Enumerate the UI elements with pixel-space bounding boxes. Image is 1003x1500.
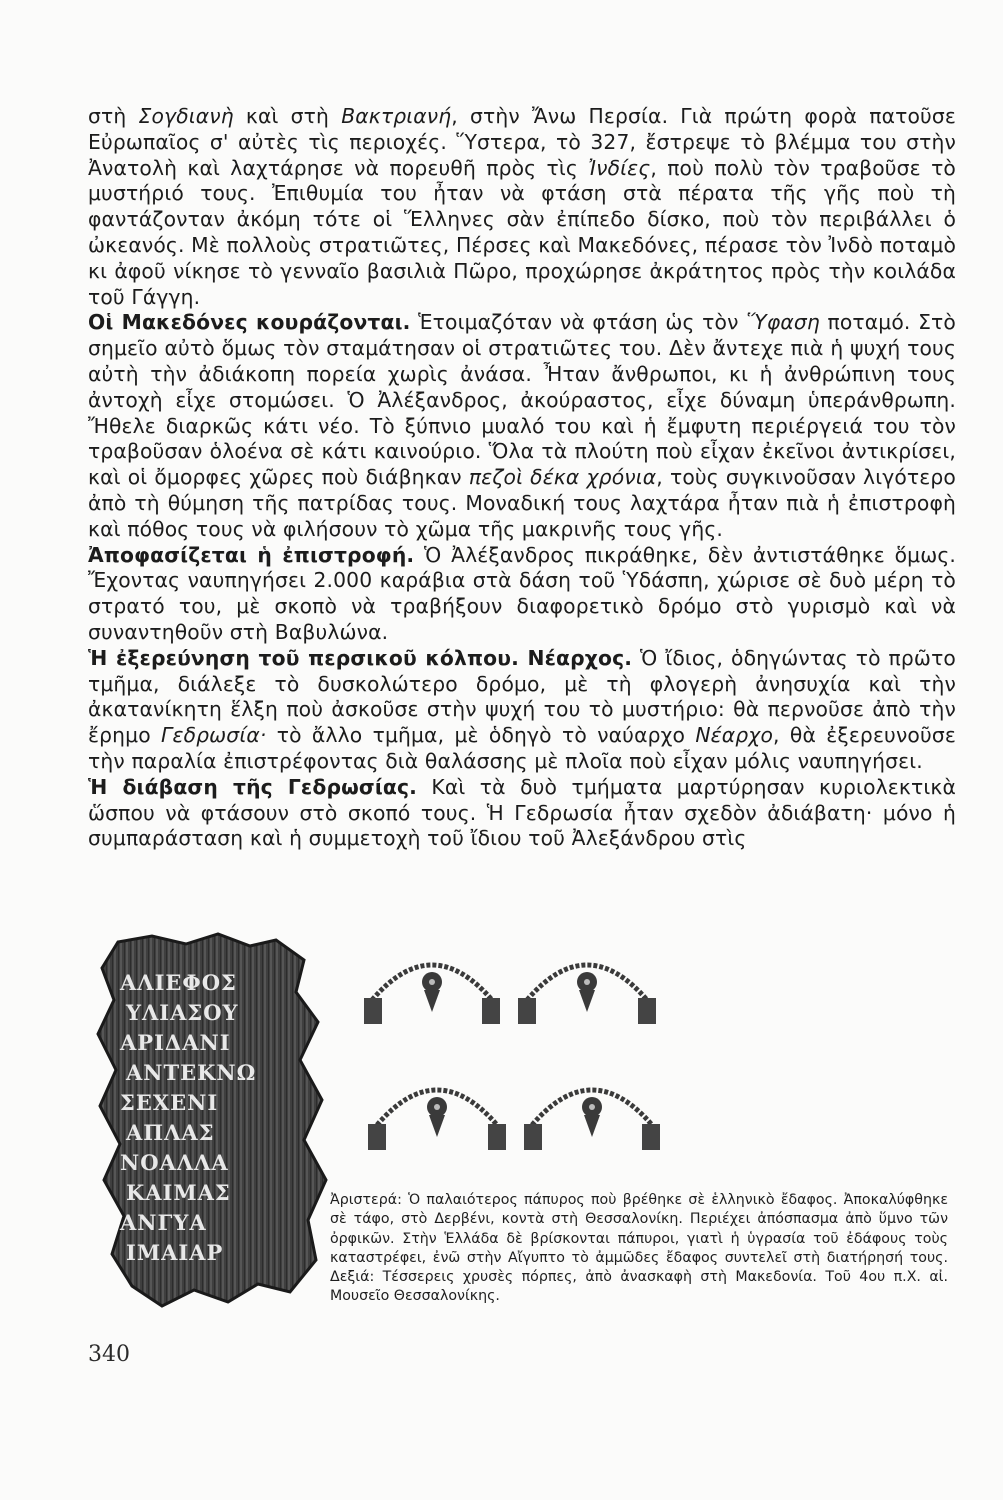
brooches-photo bbox=[352, 940, 672, 1190]
section-heading: Ἡ διάβαση τῆς Γεδρωσίας. bbox=[88, 774, 418, 799]
section-heading: Ἀποφασίζεται ἡ ἐπιστροφή. bbox=[88, 542, 415, 567]
paragraph: Ἡ διάβαση τῆς Γεδρωσίας. Καὶ τὰ δυὸ τμήματα μαρτύρησαν κυριολεκτικὰ ὥσπου νὰ φτάσουν στὸ σκοπό τους. Ἡ Γεδρωσία ἦταν σχεδὸν ἀδιάβατη· μόνο ἡ συμπαράσταση καὶ ἡ συμμετοχὴ τοῦ ἴδιου τοῦ Ἀλεξάνδρου στὶς bbox=[88, 774, 956, 851]
paragraph: Ἡ ἐξερεύνηση τοῦ περσικοῦ κόλπου. Νέαρχος. Ὁ ἴδιος, ὁδηγώντας τὸ πρῶτο τμῆμα, διάλεξε τὸ δυσκολώτερο δρόμο, μὲ τὴ φλογερὴ ἀνησυχία καὶ τὴν ἀκατανίκητη ἕλξη ποὺ ἀσκοῦσε στὴν ψυχή του τὸ μυστήριο: θὰ περνοῦσε ἀπὸ τὴν ἔρημο Γεδρωσία· τὸ ἄλλο τμῆμα, μὲ ὁδηγὸ τὸ ναύαρχο Νέαρχο, θὰ ἐξερευνοῦσε τὴν παραλία ἐπιστρέφοντας διὰ θαλάσσης μὲ πλοῖα ποὺ εἶχαν μόλις ναυπηγήσει. bbox=[88, 645, 956, 773]
paragraph: στὴ Σογδιανὴ καὶ στὴ Βακτριανή, στὴν Ἄνω Περσία. Γιὰ πρώτη φορὰ πατοῦσε Εὐρωπαῖος σ' αὐτὲς τὶς περιοχές. Ὕστερα, τὸ 327, ἔστρεψε τὸ βλέμμα του στὴν Ἀνατολὴ καὶ λαχτάρησε νὰ πορευθῆ πρὸς τὶς Ἰνδίες, ποὺ πολὺ τὸν τραβοῦσε τὸ μυστήριό τους. Ἐπιθυμία του ἦταν νὰ φτάση στὰ πέρατα τῆς γῆς ποὺ τὴ φαντάζονταν ἀκόμη τότε οἱ Ἕλληνες σὰν ἐπίπεδο δίσκο, ποὺ τὸν περιβάλλει ὁ ὠκεανός. Μὲ πολλοὺς στρατιῶτες, Πέρσες καὶ Μακεδόνες, πέρασε τὸν Ἰνδὸ ποταμὸ κι ἀφοῦ νίκησε τὸ γενναῖο βασιλιὰ Πῶρο, προχώρησε ἀκράτητος πρὸς τὴν κοιλάδα τοῦ Γάγγη. bbox=[88, 104, 957, 309]
papyrus-text-line: ΑΠΛΑΣ bbox=[126, 1120, 215, 1145]
papyrus-photo bbox=[90, 930, 330, 1310]
paragraph: Οἱ Μακεδόνες κουράζονται. Ἑτοιμαζόταν νὰ φτάση ὡς τὸν Ὕφαση ποταμό. Στὸ σημεῖο αὐτὸ ὅμως τὸν σταμάτησαν οἱ στρατιῶτες του. Δὲν ἄντεχε πιὰ ἡ ψυχή τους αὐτὴ τὴν ἀδιάκοπη πορεία χωρὶς ἀνάσα. Ἦταν ἄνθρωποι, κι ἡ ἀνθρώπινη τους ἀντοχὴ εἶχε στομώσει. Ὁ Ἀλέξανδρος, ἀκούραστος, εἶχε δύναμη ὑπεράνθρωπη. Ἤθελε διαρκῶς κάτι νέο. Τὸ ξύπνιο μυαλό του καὶ ἡ ἔμφυτη περιέργειά του τὸν τραβοῦσαν ὁλοένα σὲ κάτι καινούριο. Ὅλα τὰ πλούτη ποὺ εἶχαν ἐκεῖνοι ἀντικρίσει, καὶ οἱ ὄμορφες χῶρες ποὺ διάβηκαν πεζοὶ δέκα χρόνια, τοὺς συγκινοῦσαν λιγότερο ἀπὸ τὴ θύμηση τῆς πατρίδας τους. Μοναδική τους λαχτάρα ἦταν πιὰ ἡ ἐπιστροφὴ καὶ πόθος τους νὰ φιλήσουν τὸ χῶμα τῆς μακρινῆς τους γῆς. bbox=[88, 310, 956, 541]
papyrus-text-line: ΑΛΙΕΦΟΣ bbox=[120, 970, 237, 995]
section-heading: Ἡ ἐξερεύνηση τοῦ περσικοῦ κόλπου. Νέαρχος. bbox=[88, 645, 633, 670]
papyrus-text-line: ΝΟΑΛΛΑ bbox=[120, 1150, 229, 1175]
papyrus-text-line: ΙΜΑΙΑΡ bbox=[126, 1240, 224, 1265]
papyrus-text-line: ΚΑΙΜΑΣ bbox=[126, 1180, 231, 1205]
papyrus-text-line: ΑΝΤΕΚΝΩ bbox=[126, 1060, 257, 1085]
figure-caption: Ἀριστερά: Ὁ παλαιότερος πάπυρος ποὺ βρέθηκε σὲ ἑλληνικὸ ἔδαφος. Ἀποκαλύφθηκε σὲ τάφο, στὸ Δερβένι, κοντὰ στὴ Θεσσαλονίκη. Περιέχει ἀπόσπασμα ἀπὸ ὕμνο τῶν ὀρφικῶν. Στὴν Ἑλλάδα δὲ βρίσκονται πάπυροι, γιατὶ ἡ ὑγρασία τοῦ ἐδάφους τοὺς καταστρέφει, ἐνῶ στὴν Αἴγυπτο τὸ ἀμμῶδες ἔδαφος συντελεῖ στὴ διατήρησή τους. Δεξιά: Τέσσερεις χρυσὲς πόρπες, ἀπὸ ἀνασκαφὴ στὴ Μακεδονία. Τοῦ 4ου π.Χ. αἰ. Μουσεῖο Θεσσαλονίκης. bbox=[330, 1192, 948, 1305]
papyrus-text-line: ΥΛΙΑΣΟΥ bbox=[126, 1000, 239, 1025]
papyrus-text-line: ΑΝΓΥΑ bbox=[120, 1210, 207, 1235]
papyrus-text-line: ΣΕΧΕΝΙ bbox=[120, 1090, 219, 1115]
papyrus-text-line: ΑΡΙΔΑΝΙ bbox=[120, 1030, 231, 1055]
section-heading: Οἱ Μακεδόνες κουράζονται. bbox=[88, 310, 411, 335]
page-number: 340 bbox=[88, 1342, 130, 1367]
paragraph: Ἀποφασίζεται ἡ ἐπιστροφή. Ὁ Ἀλέξανδρος πικράθηκε, δὲν ἀντιστάθηκε ὅμως. Ἔχοντας ναυπηγήσει 2.000 καράβια στὰ δάση τοῦ Ὑδάσπη, χώρισε σὲ δυὸ μέρη τὸ στρατό του, μὲ σκοπὸ νὰ τραβήξουν διαφορετικὸ δρόμο στὸ γυρισμὸ καὶ νὰ συναντηθοῦν στὴ Βαβυλώνα. bbox=[88, 542, 956, 644]
main-text bbox=[88, 104, 956, 852]
